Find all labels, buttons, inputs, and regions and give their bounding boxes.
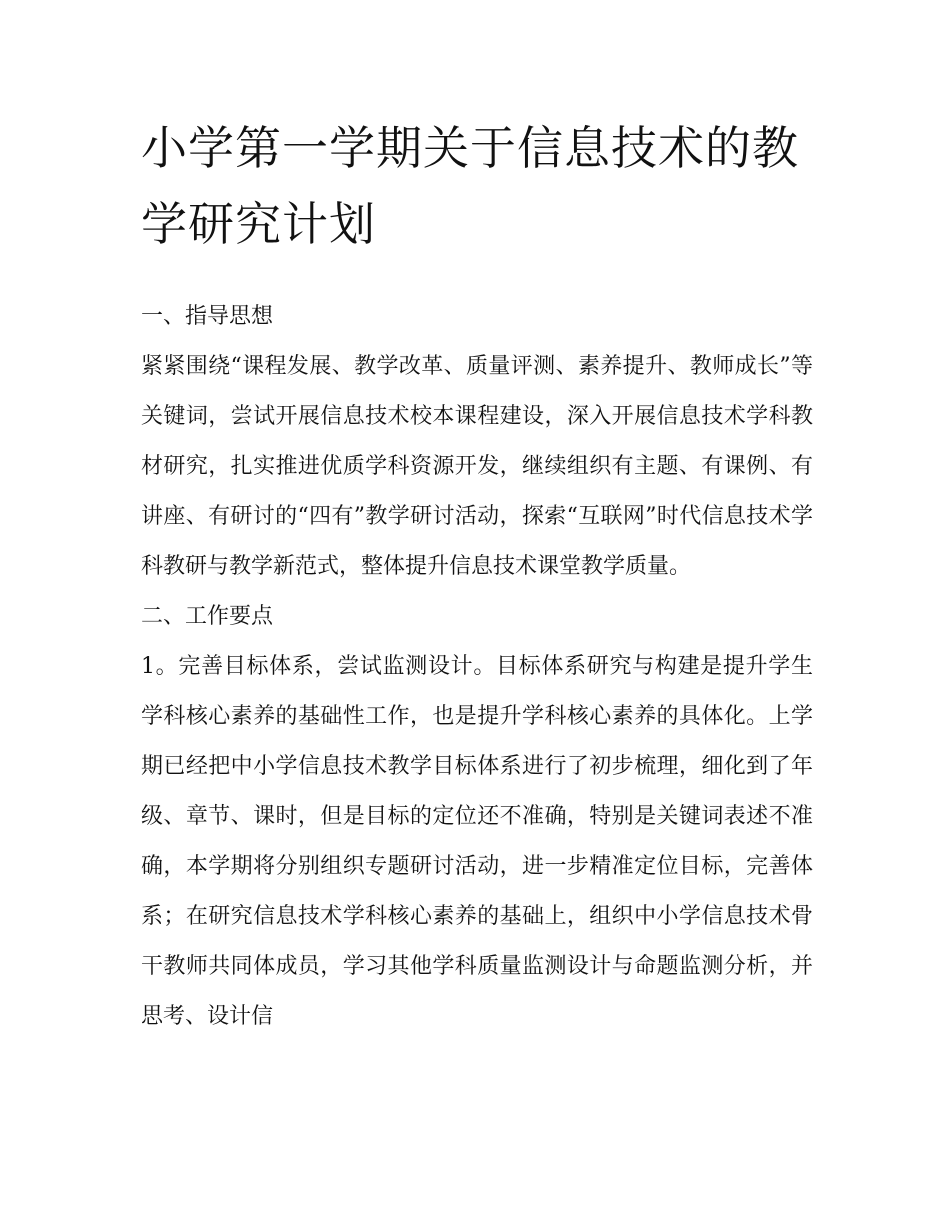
section-heading-work-points: 二、工作要点	[141, 604, 274, 629]
document-body	[141, 110, 813, 1042]
section-heading-guiding-ideology: 一、指导思想	[141, 304, 274, 329]
document-title: 小学第一学期关于信息技术的教学研究计划	[141, 121, 799, 251]
section-paragraph-work-point-1: 1。完善目标体系，尝试监测设计。目标体系研究与构建是提升学生学科核心素养的基础性工作，也是提升学科核心素养的具体化。上学期已经把中小学信息技术教学目标体系进行了初步梳理，细化到了年级、章节、课时，但是目标的定位还不准确，特别是关键词表述不准确，本学期将分别组织专题研讨活动，进一步精准定位目标，完善体系；在研究信息技术学科核心素养的基础上，组织中小学信息技术骨干教师共同体成员，学习其他学科质量监测设计与命题监测分析，并思考、设计信	[141, 654, 813, 1029]
section-paragraph-guiding-ideology: 紧紧围绕“课程发展、教学改革、质量评测、素养提升、教师成长”等关键词，尝试开展信息技术校本课程建设，深入开展信息技术学科教材研究，扎实推进优质学科资源开发，继续组织有主题、有课例、有讲座、有研讨的“四有”教学研讨活动，探索“互联网”时代信息技术学科教研与教学新范式，整体提升信息技术课堂教学质量。	[141, 354, 813, 579]
